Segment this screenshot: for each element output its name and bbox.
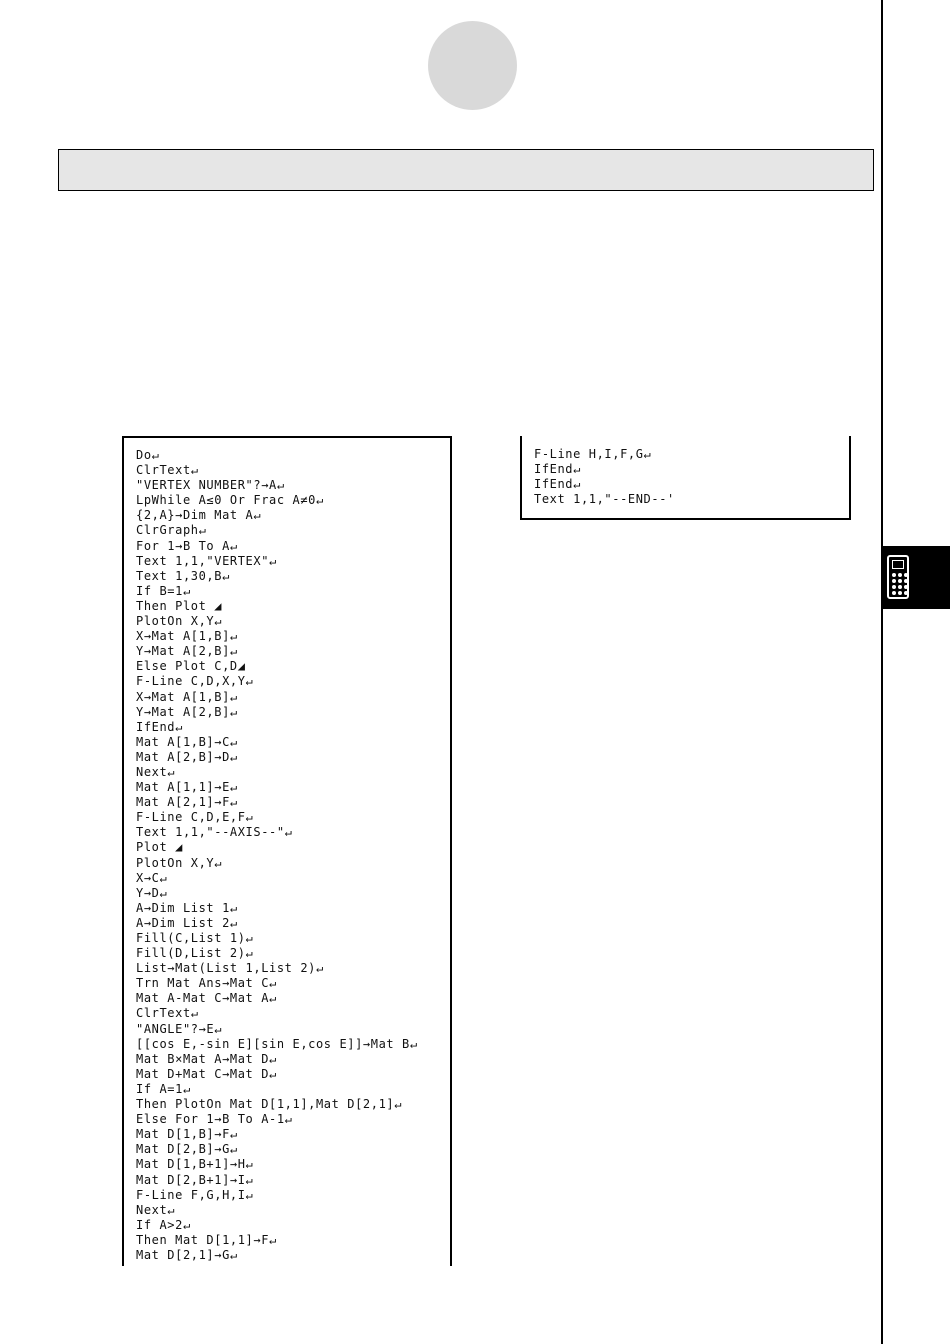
page-edge-line (881, 0, 883, 1344)
code-line: Mat A[2,1]→F↵ (136, 795, 238, 810)
code-line: Mat D[2,B]→G↵ (136, 1142, 238, 1157)
code-line: Else For 1→B To A-1↵ (136, 1112, 293, 1127)
code-line: F-Line H,I,F,G↵ (534, 447, 652, 461)
code-line: Mat D[1,B]→F↵ (136, 1127, 238, 1142)
code-line: Mat A-Mat C→Mat A↵ (136, 991, 277, 1006)
code-line: Then PlotOn Mat D[1,1],Mat D[2,1]↵ (136, 1097, 403, 1112)
code-line: Text 1,1,"VERTEX"↵ (136, 553, 277, 568)
code-line: "VERTEX NUMBER"?→A↵ (136, 478, 285, 493)
code-line: Mat D+Mat C→Mat D↵ (136, 1066, 277, 1081)
code-line: Text 1,30,B↵ (136, 568, 230, 583)
code-line: ClrText↵ (136, 1006, 199, 1021)
code-line: F-Line F,G,H,I↵ (136, 1187, 254, 1202)
code-line: LpWhile A≤0 Or Frac A≠0↵ (136, 493, 324, 508)
code-line: Mat D[2,1]→G↵ (136, 1247, 238, 1262)
code-line: F-Line C,D,X,Y↵ (136, 674, 254, 689)
code-line: Fill(D,List 2)↵ (136, 946, 254, 961)
code-line: Mat A[1,B]→C↵ (136, 734, 238, 749)
code-line: Text 1,1,"--AXIS--"↵ (136, 825, 293, 840)
code-line: Then Plot ◢ (136, 598, 223, 613)
code-line: Mat B×Mat A→Mat D↵ (136, 1051, 277, 1066)
code-line: Mat D[1,B+1]→H↵ (136, 1157, 254, 1172)
code-line: PlotOn X,Y↵ (136, 614, 223, 629)
code-line: Mat A[1,1]→E↵ (136, 780, 238, 795)
code-line: F-Line C,D,E,F↵ (136, 810, 254, 825)
program-listing-left (122, 436, 452, 1266)
code-line: Else Plot C,D◢ (136, 659, 246, 674)
code-line: Fill(C,List 1)↵ (136, 931, 254, 945)
code-line: X→Mat A[1,B]↵ (136, 629, 238, 644)
code-line: X→C↵ (136, 870, 168, 885)
code-line: IfEnd↵ (534, 462, 581, 477)
code-line: Y→D↵ (136, 885, 168, 900)
code-line: {2,A}→Dim Mat A↵ (136, 508, 262, 523)
code-line: If A=1↵ (136, 1081, 191, 1096)
code-line: If A>2↵ (136, 1217, 191, 1232)
code-line: Y→Mat A[2,B]↵ (136, 644, 238, 659)
code-line: ClrGraph↵ (136, 523, 207, 538)
code-line: [[cos E,-sin E][sin E,cos E]]→Mat B↵ (136, 1036, 418, 1051)
code-line: Text 1,1,"--END--' (534, 492, 675, 507)
code-line: Plot ◢ (136, 840, 183, 855)
calculator-icon (887, 555, 909, 599)
code-line: Mat D[2,B+1]→I↵ (136, 1172, 254, 1187)
code-line: Trn Mat Ans→Mat C↵ (136, 976, 277, 991)
code-line: IfEnd↵ (136, 719, 183, 734)
code-line: Next↵ (136, 764, 176, 779)
code-line: A→Dim List 1↵ (136, 900, 238, 915)
code-line: Then Mat D[1,1]→F↵ (136, 1232, 277, 1247)
code-line: "ANGLE"?→E↵ (136, 1021, 223, 1036)
code-line: Next↵ (136, 1202, 176, 1217)
code-line: ClrText↵ (136, 463, 199, 478)
code-line: List→Mat(List 1,List 2)↵ (136, 961, 324, 976)
code-line: Y→Mat A[2,B]↵ (136, 704, 238, 719)
program-listing-right (520, 436, 851, 520)
code-line: PlotOn X,Y↵ (136, 855, 223, 870)
code-line: Mat A[2,B]→D↵ (136, 749, 238, 764)
code-line: IfEnd↵ (534, 477, 581, 492)
chapter-circle (428, 21, 517, 110)
code-line: For 1→B To A↵ (136, 538, 238, 553)
code-line: A→Dim List 2↵ (136, 915, 238, 930)
code-line: If B=1↵ (136, 583, 191, 598)
section-header-bar (58, 149, 874, 191)
code-line: Do↵ (136, 448, 160, 462)
code-line: X→Mat A[1,B]↵ (136, 689, 238, 704)
